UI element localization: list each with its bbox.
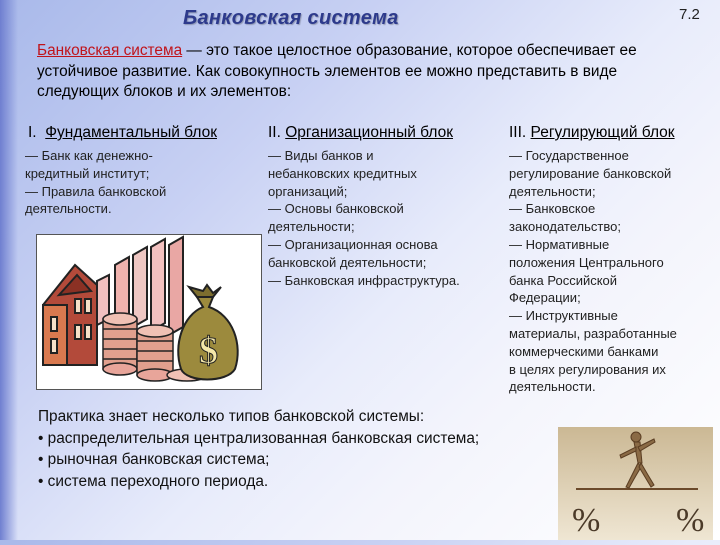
slide-number: 7.2 — [679, 6, 700, 23]
block-1-number: I. — [28, 124, 37, 141]
percent-left: % — [572, 502, 601, 539]
bank-clipart-graphic — [37, 235, 261, 389]
practice-section — [38, 406, 578, 492]
bank-clipart — [36, 234, 262, 390]
left-edge-shading — [0, 0, 18, 540]
block-3-title: Регулирующий блок — [530, 124, 675, 141]
list-item: • рыночная банковская система; — [38, 451, 270, 468]
intro-definition: — это такое целостное образование, которое обеспечивает ее устойчивое развитие. Как совокупность элементов ее можно представить в виде следующих блоков и их элементов: — [37, 42, 637, 100]
practice-lead: Практика знает несколько типов банковской системы: — [38, 408, 425, 425]
block-2-text: — Виды банков и небанковских кредитных организаций; — Основы банковской деятельности; — Организационная основа банковской деятельности; — Банковская инфраструктура. — [268, 148, 460, 288]
block-3-text: — Государственное регулирование банковской деятельности; — Банковское законодательство; — Нормативные положения Центрального банка Российской Федерации; — Инструктивные материалы, разработанные коммерческими банками в целях регулирования их деятельности. — [509, 148, 677, 395]
block-2-number: II. — [268, 124, 281, 141]
block-3-heading — [509, 124, 675, 142]
balance-photo-graphic — [558, 427, 713, 540]
block-1-title: Фундаментальный блок — [45, 124, 217, 141]
slide-title: Банковская система — [183, 7, 399, 29]
list-item: • распределительная централизованная банковская система; — [38, 429, 480, 447]
intro-term: Банковская система — [37, 42, 183, 59]
block-1-heading — [28, 124, 217, 142]
balance-photo — [558, 427, 713, 540]
bank-system-types-list — [38, 428, 578, 493]
percent-right: % — [676, 502, 705, 539]
block-1-text: — Банк как денежно- кредитный институт; — Правила банковской деятельности. — [25, 148, 167, 217]
block-2-title: Организационный блок — [285, 124, 453, 141]
dollar-sign: $ — [199, 330, 218, 372]
intro-paragraph — [37, 41, 657, 103]
block-3-number: III. — [509, 124, 527, 141]
list-item: • система переходного периода. — [38, 472, 269, 490]
block-2-heading — [268, 124, 453, 142]
